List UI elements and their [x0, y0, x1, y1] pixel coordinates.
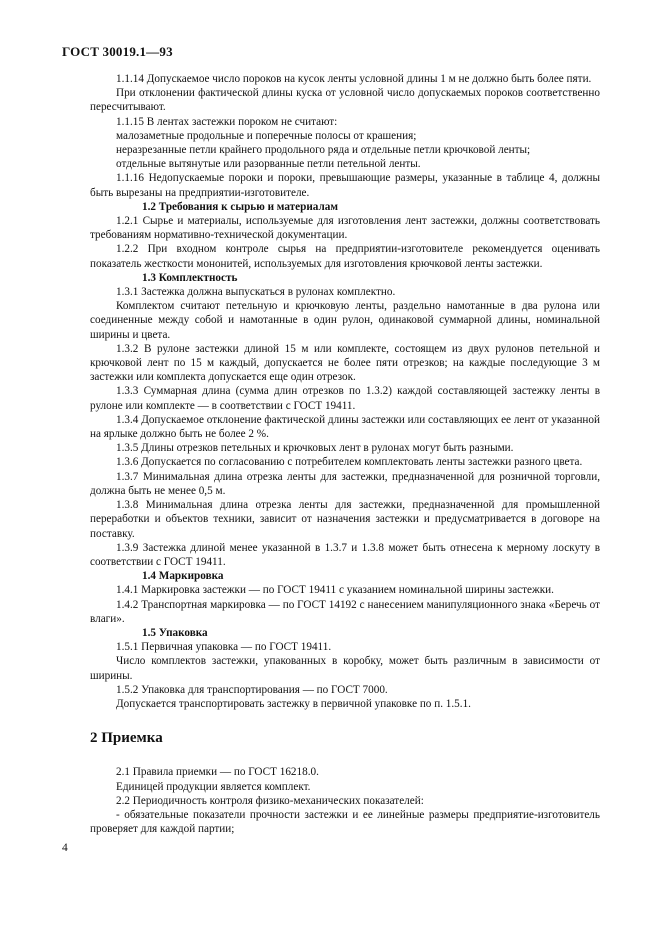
- paragraph: 1.1.16 Недопускаемые пороки и пороки, превышающие размеры, указанные в таблице 4, должны быть вырезаны на предприятии-изготовителе.: [90, 172, 600, 199]
- chapter-heading: 2 Приемка: [90, 730, 163, 747]
- paragraph: 1.4.1 Маркировка застежки — по ГОСТ 19411 с указанием номинальной ширины застежки.: [116, 584, 554, 597]
- paragraph: неразрезанные петли крайнего продольного ряда и отдельные петли крючковой ленты;: [116, 144, 531, 157]
- paragraph: 1.1.14 Допускаемое число пороков на кусок ленты условной длины 1 м не должно быть более пяти.: [116, 73, 592, 85]
- paragraph: 1.2.1 Сырье и материалы, используемые для изготовления лент застежки, должны соответствовать требованиям нормативно-технической документации.: [90, 215, 600, 242]
- paragraph: 1.3.5 Длины отрезков петельных и крючковых лент в рулонах могут быть разными.: [116, 442, 514, 455]
- paragraph: 1.3.7 Минимальная длина отрезка ленты для застежки, предназначенной для розничной торговли, должна быть не менее 0,5 м.: [90, 470, 600, 497]
- paragraph: 1.5.1 Первичная упаковка — по ГОСТ 19411.: [116, 641, 332, 654]
- paragraph: 2.1 Правила приемки — по ГОСТ 16218.0.: [116, 766, 319, 779]
- paragraph: 1.3.4 Допускаемое отклонение фактической длины застежки или составляющих ее лент от указанной на ярлыке должно быть не более 2 %.: [90, 413, 600, 441]
- paragraph: 1.3.8 Минимальная длина отрезка ленты для застежки, предназначенной для промышленной переработки и объектов техники, зависит от назначения застежки и предусматривается в договоре на поставку.: [90, 499, 600, 540]
- paragraph: Допускается транспортировать застежку в первичной упаковке по п. 1.5.1.: [116, 697, 471, 710]
- paragraph: 1.5.2 Упаковка для транспортирования — по ГОСТ 7000.: [116, 683, 388, 696]
- paragraph: Комплектом считают петельную и крючковую ленты, раздельно намотанные в два рулона или соединенные между собой и намотанные в один рулон, одинаковой суммарной длины, номинальной ширины и цвета.: [90, 300, 600, 341]
- paragraph: 1.3.3 Суммарная длина (сумма длин отрезков по 1.3.2) каждой составляющей застежку ленты в рулоне или комплекте — в соответствии с ГОСТ 19411.: [90, 385, 600, 412]
- section-heading: 1.2 Требования к сырью и материалам: [142, 200, 338, 213]
- paragraph: отдельные вытянутые или разорванные петли петельной ленты.: [116, 158, 421, 171]
- section-heading: 1.5 Упаковка: [142, 626, 208, 639]
- paragraph: Единицей продукции является комплект.: [116, 780, 311, 793]
- paragraph: 1.3.2 В рулоне застежки длиной 15 м или комплекте, состоящем из двух рулонов петельной и крючковой лент по 15 м каждый, допускается не более пяти отрезков; на каждые последующие 3 м застежки или комплекта допускается еще один отрезок.: [90, 342, 600, 384]
- paragraph: 2.2 Периодичность контроля физико-механических показателей:: [116, 794, 424, 807]
- paragraph: 1.2.2 При входном контроле сырья на предприятии-изготовителе рекомендуется оценивать показатель жесткости мононитей, используемых для изготовления крючковой ленты застежки.: [90, 243, 600, 270]
- paragraph: малозаметные продольные и поперечные полосы от крашения;: [116, 129, 417, 142]
- paragraph: Число комплектов застежки, упакованных в коробку, может быть различным в зависимости от ширины.: [90, 655, 600, 682]
- paragraph: 1.3.6 Допускается по согласованию с потребителем комплектовать ленты застежки разного цвета.: [116, 456, 583, 469]
- section-heading: 1.3 Комплектность: [142, 271, 238, 284]
- paragraph: 1.1.15 В лентах застежки пороком не считают:: [116, 115, 338, 128]
- paragraph: 1.4.2 Транспортная маркировка — по ГОСТ 14192 с нанесением манипуляционного знака «Беречь от влаги».: [90, 598, 600, 625]
- paragraph: При отклонении фактической длины куска от условной число допускаемых пороков соответственно пересчитывают.: [90, 87, 600, 114]
- document-code-header: ГОСТ 30019.1—93: [62, 44, 173, 59]
- section-heading: 1.4 Маркировка: [142, 570, 224, 583]
- paragraph: 1.3.9 Застежка длиной менее указанной в 1.3.7 и 1.3.8 может быть отнесена к мерному лоскуту в соответствии с ГОСТ 19411.: [90, 541, 600, 568]
- paragraph: 1.3.1 Застежка должна выпускаться в рулонах комплектно.: [116, 286, 396, 299]
- document-body: [90, 72, 600, 836]
- page-number: 4: [62, 842, 68, 854]
- paragraph: - обязательные показатели прочности застежки и ее линейные размеры предприятие-изготовитель проверяет для каждой партии;: [90, 808, 600, 836]
